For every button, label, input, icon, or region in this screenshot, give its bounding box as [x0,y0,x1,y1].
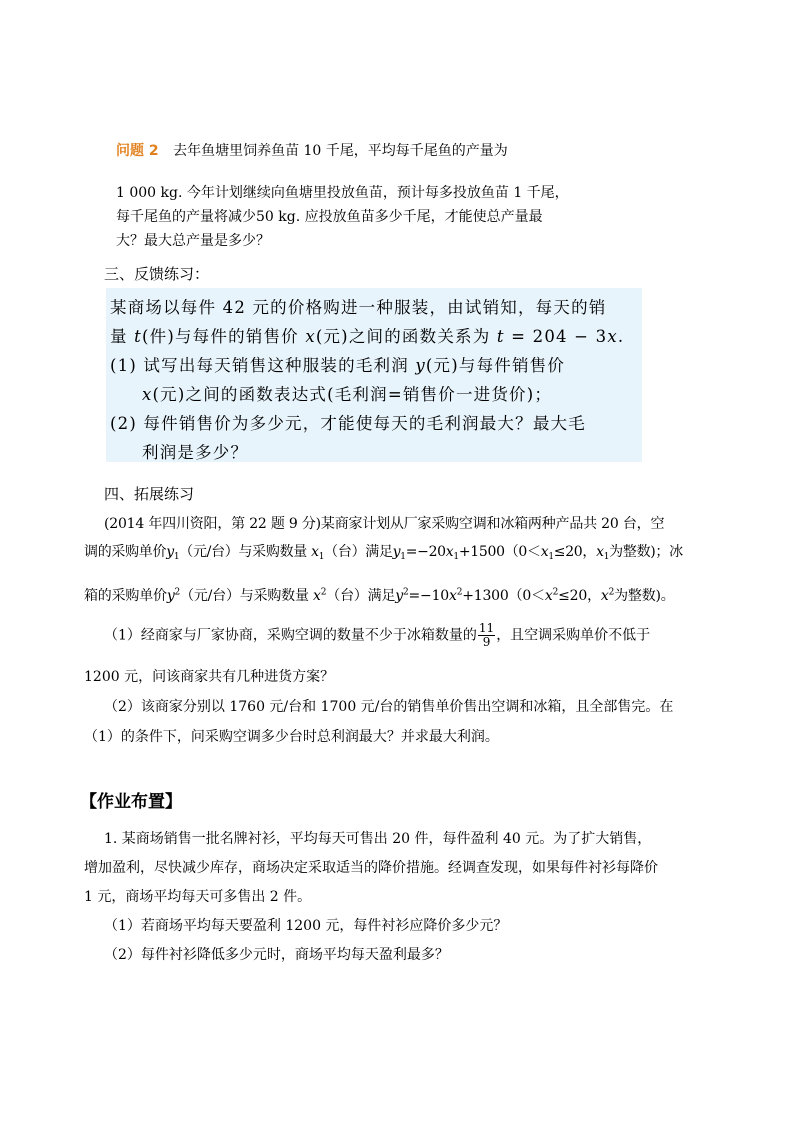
fraction-numerator: 11 [478,621,495,635]
feedback-var-t: t [134,327,142,346]
extension-q1-line2: 1200 元，问该商家共有几种进货方案？ [84,669,335,685]
feedback-line3-b: (元)与每件销售价 [425,356,566,375]
problem2-line4: 大？最大总产量是多少？ [116,233,270,249]
homework-p1-line3: 1 元，商场平均每天可多售出 2 件。 [84,889,312,905]
ext-l2-c: （台）满足 [324,544,393,560]
feedback-line4-x: x [142,385,153,404]
extension-q1-b: ，且空调采购单价不低于 [496,627,651,644]
ext-l3-eqy: y [395,588,403,604]
ext-l3-eq: =−10 [408,588,449,604]
ext-l2-eqy: y [392,544,401,560]
ext-l3-cx: x [544,588,553,604]
feedback-line2-end: . [617,327,625,346]
ext-l3-cond: ≤20， [558,588,601,604]
ext-l2-eqx: x [445,544,454,560]
ext-l2-xsub: 1 [318,552,325,562]
extension-p1-line1: (2014 年四川资阳，第 22 题 9 分)某商家计划从厂家采购空调和冰箱两种产品共 20 台，空 [104,516,665,532]
fraction-denominator: 9 [482,635,491,649]
ext-l3-eqend: +1300（0＜ [462,588,545,604]
extension-q2-line1: （2）该商家分别以 1760 元/台和 1700 元/台的销售单价售出空调和冰箱，且全部售完。在 [104,699,674,715]
feedback-line3 [110,352,565,376]
ext-l2-ix: x [596,544,604,560]
problem2-line1: 去年鱼塘里饲养鱼苗 10 千尾，平均每千尾鱼的产量为 [173,143,508,159]
feedback-line2-a: 量 [110,327,135,346]
feedback-line2 [110,323,624,347]
ext-l2-y: y [166,544,174,560]
problem2-line2: 1 000 kg. 今年计划继续向鱼塘里投放鱼苗，预计每多投放鱼苗 1 千尾， [116,185,569,201]
ext-l3-ysup: 2 [174,587,181,598]
ext-l3-int: 为整数)。 [614,588,675,604]
ext-l2-ysub: 1 [173,552,180,562]
feedback-line5: (2) 每件销售价为多少元，才能使每天的毛利润最大？最大毛 [110,414,586,433]
ext-l3-ixsup: 2 [608,587,615,598]
homework-q2: （2）每件衬衫降低多少元时，商场平均每天盈利最多？ [104,947,449,963]
homework-p1-line2: 增加盈利，尽快减少库存，商场决定采取适当的降价措施。经调查发现，如果每件衬衫每降价 [84,860,658,876]
ext-l3-ix: x [600,588,609,604]
feedback-eq: = 204 − 3 [504,327,608,346]
fraction-11-9 [478,622,495,649]
ext-l2-eq: =−20 [405,544,446,560]
ext-l2-ixsub: 1 [603,552,610,562]
feedback-line1: 某商场以每件 42 元的价格购进一种服装，由试销知，每天的销 [110,298,607,317]
extension-q1-a: （1）经商家与厂家协商，采购空调的数量不少于冰箱数量的 [104,627,477,644]
ext-l2-cx: x [540,544,549,560]
homework-p1-line1: 1. 某商场销售一批名牌衬衫，平均每天可售出 20 件，每件盈利 40 元。为了扩大销售， [104,831,652,847]
ext-l2-eqxsub: 1 [453,552,459,562]
ext-l3-eqx: x [449,588,457,604]
extension-q1-line1 [104,622,650,649]
ext-l3-c: （台）满足 [326,588,396,604]
ext-l3-cxsup: 2 [552,587,559,598]
extension-p1-line2 [84,541,683,562]
ext-l3-xsup: 2 [320,587,327,598]
ext-l2-eqysub: 1 [400,552,406,562]
feedback-eq-t: t [496,327,505,346]
feedback-line4-b: (元)之间的函数表达式(毛利润=销售价一进货价)； [152,385,553,404]
ext-l3-y: y [166,588,175,604]
ext-l3-eqxsup: 2 [456,587,463,598]
extension-p1-line3 [84,585,675,605]
feedback-var-x: x [305,327,316,346]
homework-q1: （1）若商场平均每天要盈利 1200 元，每件衬衫应降价多少元？ [104,918,508,934]
feedback-line6: 利润是多少？ [142,443,249,462]
feedback-heading: 三、反馈练习： [104,265,210,283]
ext-l3-eqysup: 2 [402,587,409,598]
feedback-var-y: y [415,356,426,375]
homework-title: 【作业布置】 [80,792,182,812]
ext-l2-a: 调的采购单价 [84,544,167,560]
feedback-line2-b: (件)与每件的销售价 [142,327,306,346]
ext-l3-x: x [313,588,321,604]
ext-l3-a: 箱的采购单价 [84,588,167,604]
ext-l2-b: （元/台）与采购数量 [179,544,312,560]
extension-q2-line2: （1）的条件下，问采购空调多少台时总利润最大？并求最大利润。 [84,729,499,745]
ext-l2-cond: ≤20， [553,544,597,560]
extension-heading: 四、拓展练习 [104,485,195,503]
feedback-eq-x: x [607,327,618,346]
feedback-line2-c: (元)之间的函数关系为 [315,327,497,346]
problem2-first-line [116,140,508,160]
feedback-line4 [142,381,552,405]
ext-l2-eqend: +1500（0＜ [458,544,541,560]
problem2-label: 问题 2 [116,143,159,159]
ext-l3-b: （元/台）与采购数量 [180,588,314,604]
problem2-line3: 每千尾鱼的产量将减少50 kg. 应投放鱼苗多少千尾，才能使总产量最 [116,209,543,225]
ext-l2-int: 为整数)；冰 [609,544,683,560]
feedback-line3-a: (1) 试写出每天销售这种服装的毛利润 [110,356,416,375]
ext-l2-x: x [311,544,319,560]
feedback-box [106,288,642,462]
ext-l2-cxsub: 1 [548,552,554,562]
